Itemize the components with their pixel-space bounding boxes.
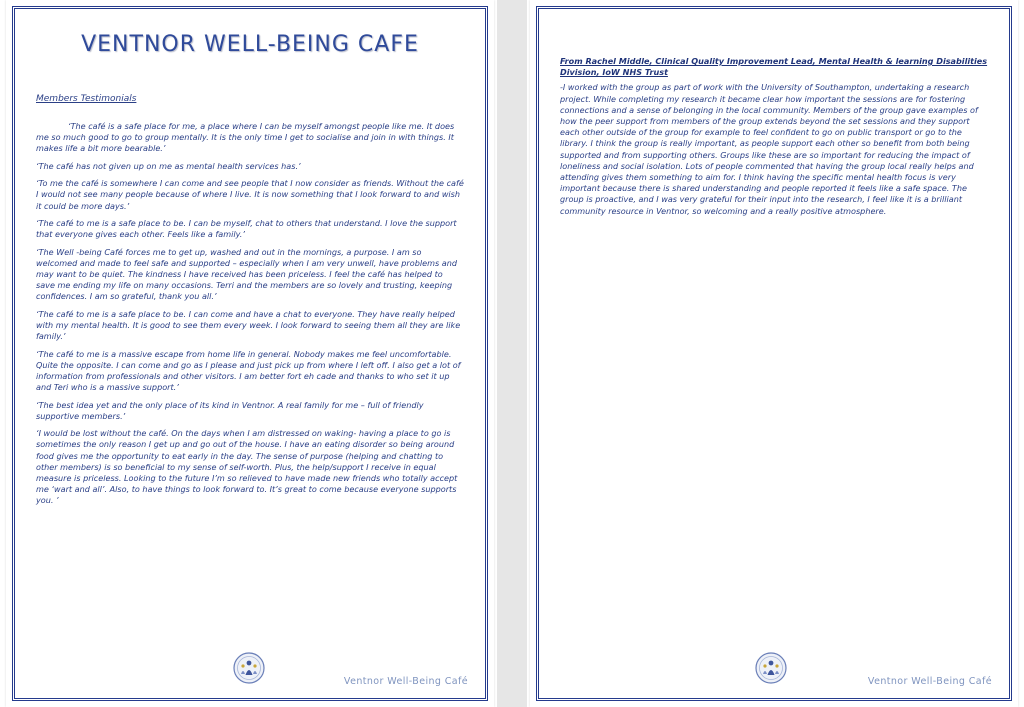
page-gutter: [497, 0, 527, 707]
testimonial-paragraph: ‘The café is a safe place for me, a place where I can be myself amongst people like me. It does me so much good to go to group mentally. It is the only time I get to socialise and join in with things. It makes life a bit more bearable.’: [36, 121, 455, 154]
statement-author: From Rachel Middle, Clinical Quality Improvement Lead, Mental Health & learning Disabilities Division, IoW NHS Trust: [560, 56, 988, 78]
testimonial-paragraph: ‘The café to me is a safe place to be. I can be myself, chat to others that understand. I love the support that everyone gives each other. Feels like a family.’: [36, 217, 457, 240]
testimonial-paragraph: ‘The Well -being Café forces me to get up, washed and out in the mornings, a purpose. I am so welcomed and made to feel safe and supported – especially when I am very unwell, have problems and may want to be quiet. The kindness I have received has been priceless. I feel the café has helped to save me ending my life on many occasions. Terri and the members are so lovely and trusting, keeping confidences. I am so grateful, thank you all.’: [36, 246, 457, 302]
testimonial-paragraph: ‘The café has not given up on me as mental health services has.’: [36, 160, 301, 171]
document-title: VENTNOR WELL-BEING CAFE: [81, 32, 419, 57]
cafe-emblem-icon: [233, 652, 265, 684]
testimonial-paragraph: ‘I would be lost without the café. On the days when I am distressed on waking- having a place to go is sometimes the only reason I get up and go out of the house. I have an eating disorder so being around food gives me the opportunity to eat early in the day. The sense of purpose (helping and chatting to other members) is so beneficial to my sense of self-worth. Plus, the help/support I receive in equal measure is priceless. Looking to the future I’m so relieved to have made new friends who totally accept me ‘wart and all’. Also, to have things to look forward to. It’s great to come because everyone supports you. ’: [36, 428, 458, 506]
page-2: [530, 0, 1018, 707]
testimonial-paragraph: ‘The café to me is a massive escape from home life in general. Nobody makes me feel uncomfortable. Quite the opposite. I can come and go as I please and just pick up from where I left off. I also get a lot of information from professionals and other visitors. I am better fort eh cade and thanks to who set it up and Teri who is a massive support.’: [36, 348, 461, 393]
testimonial-paragraph: ‘The best idea yet and the only place of its kind in Ventnor. A real family for me – full of friendly supportive members.’: [36, 399, 424, 421]
footer-name: Ventnor Well-Being Café: [343, 676, 468, 687]
testimonial-paragraph: ‘To me the café is somewhere I can come and see people that I now consider as friends. Without the café I would not see many people because of where I live. It is now something that I look forward to and wish it could be more days.’: [36, 178, 464, 211]
testimonial-paragraph: ‘The café to me is a safe place to be. I can come and have a chat to everyone. They have really helped with my mental health. It is good to see them every week. I look forward to seeing them all they are like family.’: [36, 308, 461, 342]
statement-body: [560, 56, 988, 223]
statement-paragraph: -I worked with the group as part of work with the University of Southampton, undertaking a research project. While completing my research it became clear how important the sessions are for fostering connections and a sense of belonging in the local community. Members of the group gave examples of how the peer support from members of the group extends beyond the set sessions and they support each other outside of the group for example to feel confident to go on public transport or go to the library. I think the group is really important, as people support each other so benefit from both being supported and from supporting others. Groups like these are so important for reducing the impact of loneliness and social isolation. Lots of people commented that having the group local really helps and attending gives them something to aim for. I think having the specific mental health focus is very important because there is shared understanding and people reported it feels like a safe space. The group is proactive, and I was very grateful for their input into the research, I feel like it is a brilliant community resource in Ventnor, so welcoming and a really positive atmosphere.: [560, 82, 978, 216]
footer-name: Ventnor Well-Being Café: [867, 676, 992, 687]
section-label: Members Testimonials: [36, 94, 137, 104]
testimonials-body: [36, 121, 464, 513]
page-1: [6, 0, 494, 707]
cafe-emblem-icon: [755, 652, 787, 684]
